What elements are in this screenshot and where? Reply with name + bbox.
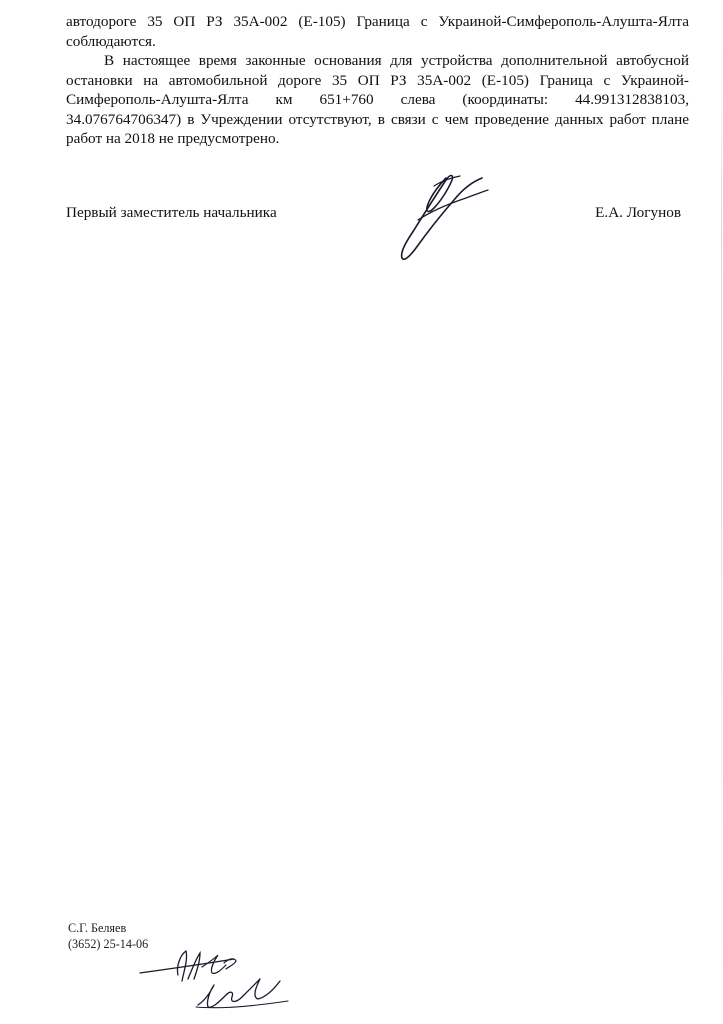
contact-block [68, 920, 148, 952]
paragraph-continuation: автодороге 35 ОП РЗ 35А-002 (Е-105) Граница с Украиной-Симферополь-Алушта-Ялта соблюдаются. [66, 13, 689, 50]
contact-phone: (3652) 25-14-06 [68, 937, 149, 951]
handwritten-signature-icon [370, 160, 510, 270]
signer-name: Е.А. Логунов [595, 204, 681, 221]
signer-title: Первый заместитель начальника [66, 204, 277, 221]
scan-edge [721, 40, 722, 1000]
handwritten-initials-icon [138, 945, 298, 1020]
contact-name: С.Г. Беляев [68, 921, 127, 935]
paragraph-bus-stop: В настоящее время законные основания для устройства дополнительной автобусной остановки на автомобильной дороге 35 ОП РЗ 35А-002 (Е-105) Граница с Украиной-Симферополь-Алушта-Ялта км 651+760 слева (координаты: 44.991312838103, 34.076764706347) в Учреждении отсутствуют, в связи с чем проведение данных работ плане работ на 2018 не предусмотрено. [66, 52, 689, 147]
letter-body [66, 12, 689, 149]
